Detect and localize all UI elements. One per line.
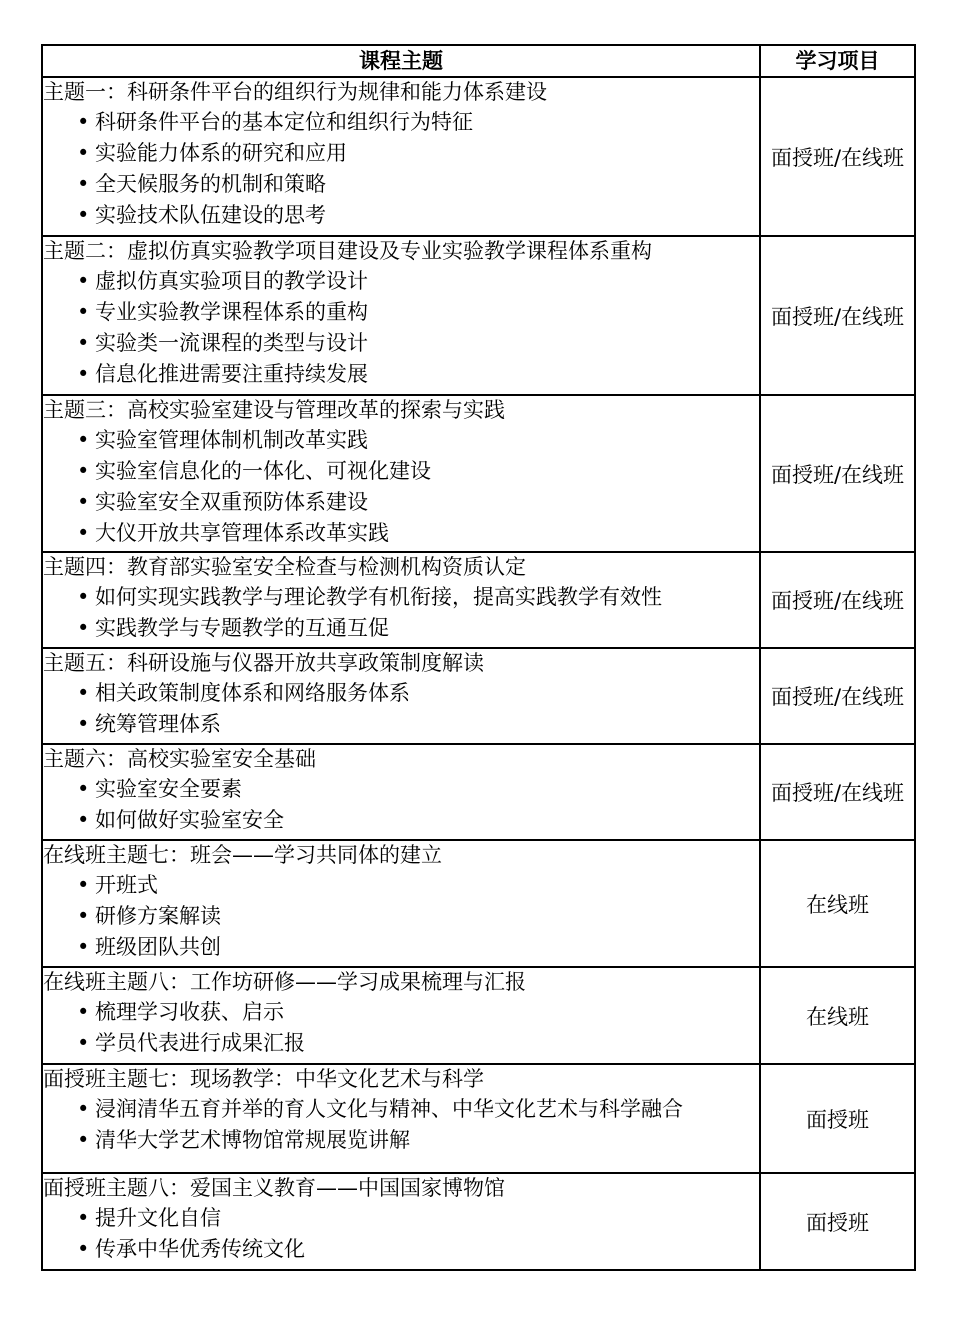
topic-title: 面授班主题八：爱国主义教育——中国国家博物馆 [43, 1176, 505, 1200]
bullet-text: 实验技术队伍建设的思考 [95, 203, 326, 227]
bullet-text: 如何实现实践教学与理论教学有机衔接，提高实践教学有效性 [95, 585, 662, 609]
topic-bullet-item [43, 107, 759, 138]
topic-bullet-item [43, 678, 759, 709]
topic-bullet-item [43, 328, 759, 359]
bullet-icon: • [77, 1031, 90, 1055]
topic-title: 在线班主题八：工作坊研修——学习成果梳理与汇报 [43, 970, 526, 994]
project-cell: 面授班/在线班 [760, 744, 915, 840]
table-row [42, 236, 915, 395]
bullet-icon: • [77, 1128, 90, 1152]
topic-bullet-item [43, 297, 759, 328]
project-cell: 面授班 [760, 1173, 915, 1270]
table-row [42, 840, 915, 967]
bullet-text: 如何做好实验室安全 [95, 808, 284, 832]
topic-title: 主题六：高校实验室安全基础 [43, 747, 316, 771]
bullet-text: 实验室管理体制机制改革实践 [95, 428, 368, 452]
topic-bullet-item [43, 613, 759, 644]
topic-bullet-item [43, 266, 759, 297]
topic-cell [42, 395, 760, 552]
topic-bullet-item [43, 1094, 759, 1125]
topic-bullet-item [43, 1203, 759, 1234]
topic-title: 主题三：高校实验室建设与管理改革的探索与实践 [43, 398, 505, 422]
bullet-icon: • [77, 203, 90, 227]
bullet-text: 传承中华优秀传统文化 [95, 1237, 305, 1261]
topic-bullet-item [43, 932, 759, 963]
bullet-text: 实验类一流课程的类型与设计 [95, 331, 368, 355]
topic-cell [42, 77, 760, 236]
topic-cell [42, 648, 760, 744]
bullet-text: 提升文化自信 [95, 1206, 221, 1230]
bullet-text: 开班式 [95, 873, 158, 897]
topic-bullet-item [43, 774, 759, 805]
project-cell: 在线班 [760, 840, 915, 967]
topic-title: 主题二：虚拟仿真实验教学项目建设及专业实验教学课程体系重构 [43, 239, 652, 263]
bullet-icon: • [77, 808, 90, 832]
project-cell: 面授班 [760, 1064, 915, 1173]
project-cell: 在线班 [760, 967, 915, 1064]
topic-cell [42, 1064, 760, 1173]
bullet-text: 科研条件平台的基本定位和组织行为特征 [95, 110, 473, 134]
topic-bullet-item [43, 582, 759, 613]
bullet-text: 统筹管理体系 [95, 712, 221, 736]
bullet-text: 实践教学与专题教学的互通互促 [95, 616, 389, 640]
topic-column-header: 课程主题 [42, 45, 760, 77]
bullet-text: 研修方案解读 [95, 904, 221, 928]
topic-bullet-item [43, 1234, 759, 1265]
bullet-icon: • [77, 459, 90, 483]
project-cell: 面授班/在线班 [760, 236, 915, 395]
bullet-text: 实验室安全双重预防体系建设 [95, 490, 368, 514]
bullet-icon: • [77, 1237, 90, 1261]
bullet-text: 清华大学艺术博物馆常规展览讲解 [95, 1128, 410, 1152]
bullet-icon: • [77, 904, 90, 928]
table-row [42, 395, 915, 552]
topic-bullet-item [43, 456, 759, 487]
bullet-icon: • [77, 1000, 90, 1024]
topic-bullet-item [43, 805, 759, 836]
bullet-icon: • [77, 331, 90, 355]
bullet-icon: • [77, 616, 90, 640]
bullet-text: 全天候服务的机制和策略 [95, 172, 326, 196]
bullet-icon: • [77, 141, 90, 165]
topic-cell [42, 744, 760, 840]
topic-bullet-item [43, 518, 759, 549]
topic-bullet-item [43, 425, 759, 456]
bullet-icon: • [77, 1097, 90, 1121]
topic-cell [42, 967, 760, 1064]
project-cell: 面授班/在线班 [760, 395, 915, 552]
table-row [42, 1173, 915, 1270]
bullet-text: 梳理学习收获、启示 [95, 1000, 284, 1024]
table-row [42, 1064, 915, 1173]
topic-bullet-item [43, 138, 759, 169]
topic-bullet-item [43, 1028, 759, 1059]
table-row [42, 648, 915, 744]
topic-title: 在线班主题七：班会——学习共同体的建立 [43, 843, 442, 867]
topic-title: 面授班主题七：现场教学：中华文化艺术与科学 [43, 1067, 484, 1091]
table-row [42, 744, 915, 840]
table-header-row [42, 45, 915, 77]
bullet-icon: • [77, 362, 90, 386]
bullet-text: 实验能力体系的研究和应用 [95, 141, 347, 165]
bullet-icon: • [77, 681, 90, 705]
bullet-text: 实验室安全要素 [95, 777, 242, 801]
topic-bullet-item [43, 200, 759, 231]
bullet-icon: • [77, 300, 90, 324]
topic-bullet-item [43, 997, 759, 1028]
topic-cell [42, 236, 760, 395]
topic-bullet-item [43, 709, 759, 740]
bullet-icon: • [77, 269, 90, 293]
project-cell: 面授班/在线班 [760, 77, 915, 236]
topic-bullet-item [43, 359, 759, 390]
bullet-icon: • [77, 172, 90, 196]
bullet-text: 大仪开放共享管理体系改革实践 [95, 521, 389, 545]
bullet-text: 浸润清华五育并举的育人文化与精神、中华文化艺术与科学融合 [95, 1097, 683, 1121]
bullet-icon: • [77, 521, 90, 545]
bullet-icon: • [77, 585, 90, 609]
topic-bullet-item [43, 487, 759, 518]
topic-cell [42, 1173, 760, 1270]
project-column-header: 学习项目 [760, 45, 915, 77]
bullet-text: 虚拟仿真实验项目的教学设计 [95, 269, 368, 293]
topic-title: 主题一：科研条件平台的组织行为规律和能力体系建设 [43, 80, 547, 104]
topic-bullet-item [43, 1125, 759, 1156]
topic-cell [42, 840, 760, 967]
bullet-text: 学员代表进行成果汇报 [95, 1031, 305, 1055]
bullet-text: 班级团队共创 [95, 935, 221, 959]
topic-title: 主题四：教育部实验室安全检查与检测机构资质认定 [43, 555, 526, 579]
bullet-icon: • [77, 935, 90, 959]
project-cell: 面授班/在线班 [760, 552, 915, 648]
table-body [42, 77, 915, 1270]
bullet-icon: • [77, 712, 90, 736]
topic-bullet-item [43, 901, 759, 932]
course-table [41, 44, 916, 1271]
bullet-text: 实验室信息化的一体化、可视化建设 [95, 459, 431, 483]
bullet-icon: • [77, 1206, 90, 1230]
table-row [42, 552, 915, 648]
project-cell: 面授班/在线班 [760, 648, 915, 744]
bullet-text: 专业实验教学课程体系的重构 [95, 300, 368, 324]
bullet-text: 相关政策制度体系和网络服务体系 [95, 681, 410, 705]
topic-title: 主题五：科研设施与仪器开放共享政策制度解读 [43, 651, 484, 675]
topic-bullet-item [43, 169, 759, 200]
bullet-icon: • [77, 110, 90, 134]
bullet-icon: • [77, 428, 90, 452]
table-row [42, 77, 915, 236]
bullet-text: 信息化推进需要注重持续发展 [95, 362, 368, 386]
bullet-icon: • [77, 490, 90, 514]
topic-cell [42, 552, 760, 648]
bullet-icon: • [77, 873, 90, 897]
table-row [42, 967, 915, 1064]
topic-bullet-item [43, 870, 759, 901]
bullet-icon: • [77, 777, 90, 801]
